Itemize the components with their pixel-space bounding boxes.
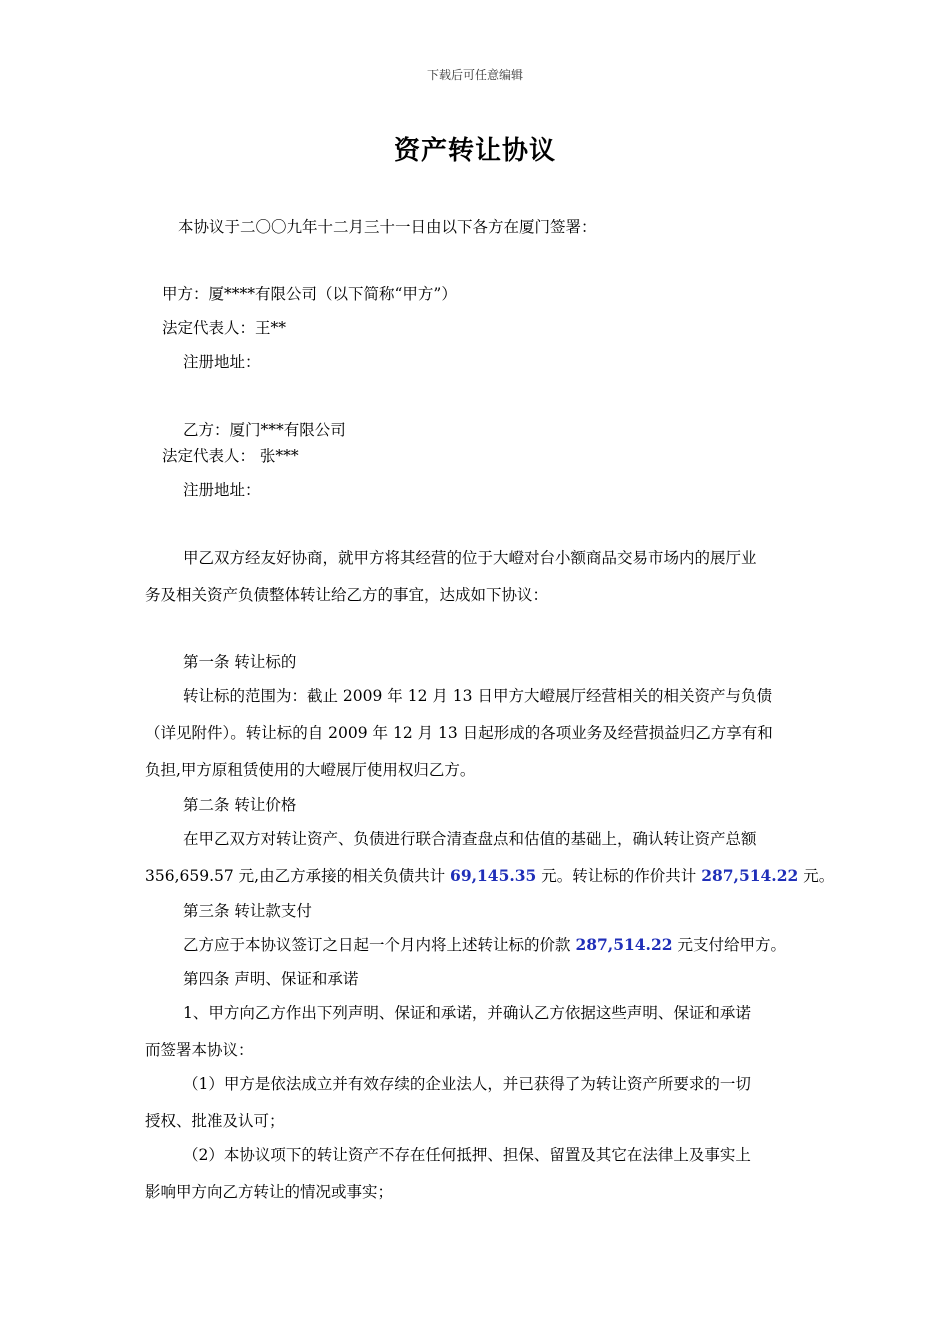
- article-1-line-1: 转让标的范围为：截止 2009 年 12 月 13 日甲方大嶝展厅经营相关的相关资产与负债: [183, 687, 772, 705]
- payment-amount: 287,514.22: [575, 935, 673, 954]
- article-2-line-2: [145, 866, 834, 886]
- article-1-line-2: （详见附件）。转让标的自 2009 年 12 月 13 日起形成的各项业务及经营损益归乙方享有和: [145, 724, 773, 742]
- header-note: 下载后可任意编辑: [426, 68, 523, 82]
- article-4-item-1-line-1: （1）甲方是依法成立并有效存续的企业法人，并已获得了为转让资产所要求的一切: [183, 1075, 751, 1093]
- article-3-text-b: 元支付给甲方。: [672, 936, 786, 954]
- price-amount: 287,514.22: [701, 866, 799, 885]
- article-4-clause-1-line-1: 1、甲方向乙方作出下列声明、保证和承诺，并确认乙方依据这些声明、保证和承诺: [183, 1004, 751, 1022]
- article-2-line-1: 在甲乙双方对转让资产、负债进行联合清查盘点和估值的基础上，确认转让资产总额: [183, 830, 757, 848]
- article-2-text-c: 元。: [798, 867, 835, 885]
- party-a-address: 注册地址：: [183, 353, 261, 371]
- party-a-representative: 法定代表人：王**: [162, 319, 287, 337]
- party-b-address: 注册地址：: [183, 481, 261, 499]
- article-1-heading: 第一条 转让标的: [183, 653, 297, 671]
- article-2-text-a: 356,659.57 元,由乙方承接的相关负债共计: [145, 867, 451, 885]
- party-b-representative: 法定代表人： 张***: [162, 447, 299, 465]
- preamble-line-2: 务及相关资产负债整体转让给乙方的事宜，达成如下协议：: [145, 586, 549, 604]
- article-4-item-2-line-2: 影响甲方向乙方转让的情况或事实；: [145, 1183, 394, 1201]
- preamble-line-1: 甲乙双方经友好协商，就甲方将其经营的位于大嶝对台小额商品交易市场内的展厅业: [183, 549, 757, 567]
- document-title: 资产转让协议: [393, 136, 556, 166]
- article-3-text-a: 乙方应于本协议签订之日起一个月内将上述转让标的价款: [183, 936, 576, 954]
- article-4-clause-1-line-2: 而签署本协议：: [145, 1041, 254, 1059]
- article-2-heading: 第二条 转让价格: [183, 796, 297, 814]
- party-a-name: 甲方：厦****有限公司（以下简称“甲方”）: [162, 285, 457, 303]
- article-4-heading: 第四条 声明、保证和承诺: [183, 970, 359, 988]
- article-3-line-1: [183, 935, 786, 955]
- article-4-item-2-line-1: （2）本协议项下的转让资产不存在任何抵押、担保、留置及其它在法律上及事实上: [183, 1146, 751, 1164]
- article-1-line-3: 负担,甲方原租赁使用的大嶝展厅使用权归乙方。: [145, 761, 476, 779]
- article-2-text-b: 元。转让标的作价共计: [536, 867, 702, 885]
- article-3-heading: 第三条 转让款支付: [183, 902, 312, 920]
- party-b-name: 乙方：厦门***有限公司: [183, 421, 346, 439]
- liability-amount: 69,145.35: [450, 866, 537, 885]
- intro-text: 本协议于二〇〇九年十二月三十一日由以下各方在厦门签署：: [178, 218, 597, 236]
- article-4-item-1-line-2: 授权、批准及认可；: [145, 1112, 285, 1130]
